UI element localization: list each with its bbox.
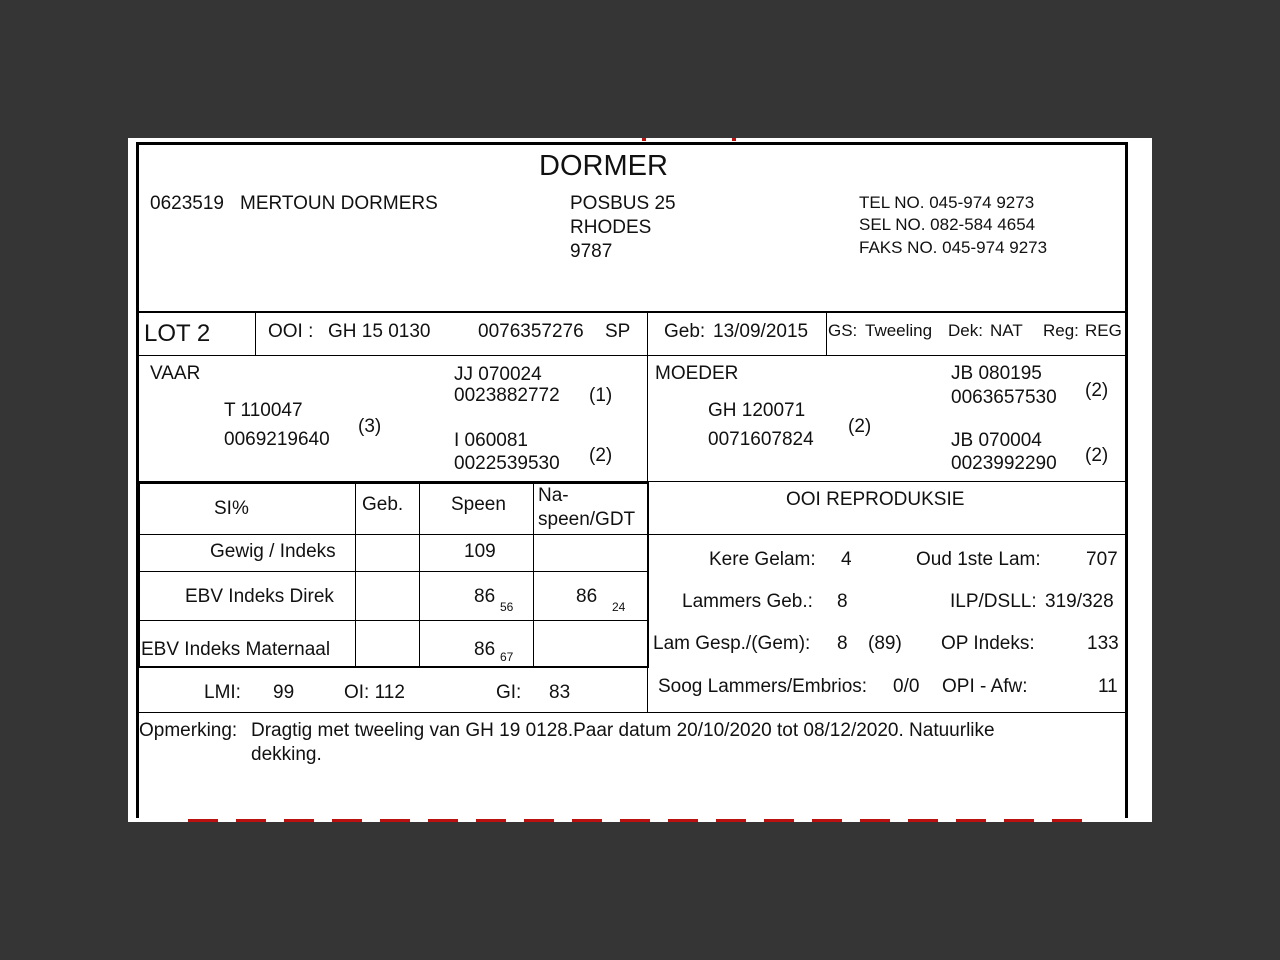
col-speen-header: Speen [451,494,506,515]
opi-label: OPI - Afw: [942,676,1028,697]
breeder-code: 0623519 [150,193,224,214]
moeder-dam-id: JB 070004 [951,430,1042,451]
gi-value: 83 [549,682,571,703]
divider [533,484,534,666]
lmi-label: LMI: [204,682,241,703]
tel-number: TEL NO. 045-974 9273 [859,193,1035,212]
table-border [647,482,649,668]
divider [136,311,1128,313]
address-line: POSBUS 25 [570,193,676,214]
divider [649,534,1128,535]
row-maternaal-speen: 86 [474,639,496,660]
gs-label: GS: [828,321,858,340]
vaar-score: (3) [358,416,382,437]
divider [138,534,648,535]
gesp-label: Lam Gesp./(Gem): [653,633,811,654]
vaar-dam-reg: 0022539530 [454,453,560,474]
vaar-sire-score: (1) [589,385,613,406]
oud-value: 707 [1086,549,1118,570]
dek-label: Dek: [948,321,983,340]
col-geb-header: Geb. [362,494,404,515]
op-value: 133 [1087,633,1119,654]
moeder-sire-id: JB 080195 [951,363,1042,384]
row-direk-speen-sub: 56 [500,600,514,614]
row-gewig-label: Gewig / Indeks [210,541,336,562]
moeder-reg: 0071607824 [708,429,814,450]
reg-label: Reg: [1043,321,1079,340]
col-naspeen-header: speen/GDT [538,509,636,530]
ooi-grade: SP [605,321,631,342]
address-line: 9787 [570,241,613,262]
lot-sheet [128,138,1152,822]
remark-line: dekking. [251,744,322,765]
row-direk-label: EBV Indeks Direk [185,586,334,607]
moeder-id: GH 120071 [708,400,806,421]
divider [355,484,356,666]
kere-label: Kere Gelam: [709,549,816,570]
ooi-id: GH 15 0130 [328,321,431,342]
moeder-label: MOEDER [655,363,739,384]
row-gewig-speen: 109 [464,541,496,562]
table-border [138,666,648,668]
row-direk-naspeen: 86 [576,586,598,607]
moeder-dam-reg: 0023992290 [951,453,1057,474]
dek-value: NAT [990,321,1023,340]
breed-title: DORMER [539,150,668,182]
address-line: RHODES [570,217,652,238]
gi-label: GI: [496,682,522,703]
op-label: OP Indeks: [941,633,1035,654]
faks-number: FAKS NO. 045-974 9273 [859,238,1048,257]
red-mark-bottom [188,819,1088,822]
lmi-value: 99 [273,682,295,703]
divider [826,312,827,355]
col-naspeen-header: Na- [538,485,569,506]
red-mark-top [642,138,646,141]
divider [255,312,256,355]
soog-label: Soog Lammers/Embrios: [658,676,868,697]
row-direk-naspeen-sub: 24 [612,600,626,614]
divider [138,620,648,621]
reproduction-title: OOI REPRODUKSIE [786,489,965,510]
gs-value: Tweeling [865,321,933,340]
divider [647,312,648,355]
lot-number: LOT 2 [144,320,211,347]
moeder-sire-reg: 0063657530 [951,387,1057,408]
moeder-score: (2) [848,416,872,437]
geb-label: Geb: [664,321,706,342]
red-mark-top [732,138,736,141]
divider [136,355,1128,356]
moeder-dam-score: (2) [1085,445,1109,466]
oi-value: OI: 112 [344,682,405,703]
ooi-label: OOI : [268,321,314,342]
divider [136,712,1128,713]
remark-line: Dragtig met tweeling van GH 19 0128.Paar datum 20/10/2020 tot 08/12/2020. Natuurlike [251,720,995,741]
vaar-label: VAAR [150,363,201,384]
reg-value: REG [1085,321,1122,340]
lammers-value: 8 [837,591,848,612]
moeder-sire-score: (2) [1085,380,1109,401]
col-si-header: SI% [214,498,249,519]
vaar-sire-id: JJ 070024 [454,364,542,385]
vaar-id: T 110047 [224,400,303,421]
soog-value: 0/0 [893,676,920,697]
opi-value: 11 [1098,676,1118,697]
ilp-label: ILP/DSLL: [950,591,1037,612]
vaar-reg: 0069219640 [224,429,330,450]
breeder-name: MERTOUN DORMERS [240,193,438,214]
lammers-label: Lammers Geb.: [682,591,813,612]
oud-label: Oud 1ste Lam: [916,549,1041,570]
table-border [138,482,140,668]
ooi-reg: 0076357276 [478,321,584,342]
vaar-dam-id: I 060081 [454,430,528,451]
vaar-sire-reg: 0023882772 [454,385,560,406]
remark-label: Opmerking: [139,720,238,741]
divider [419,484,420,666]
row-maternaal-label: EBV Indeks Maternaal [141,639,331,660]
divider [647,668,648,712]
row-maternaal-speen-sub: 67 [500,650,514,664]
table-border [138,482,648,484]
row-direk-speen: 86 [474,586,496,607]
ilp-value: 319/328 [1045,591,1114,612]
divider [647,356,648,481]
gesp-value: 8 [837,633,848,654]
vaar-dam-score: (2) [589,445,613,466]
gesp-gem: (89) [868,633,902,654]
sel-number: SEL NO. 082-584 4654 [859,215,1036,234]
kere-value: 4 [841,549,852,570]
geb-date: 13/09/2015 [713,321,809,342]
divider [138,571,648,572]
